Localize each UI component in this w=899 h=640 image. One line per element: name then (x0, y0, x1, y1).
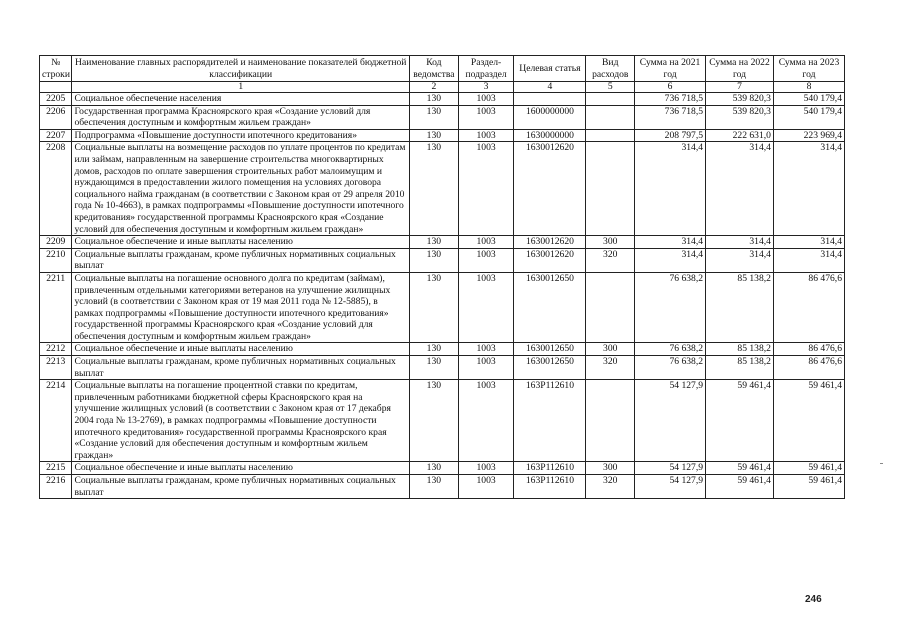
department-code: 130 (410, 93, 459, 106)
target-item: 1630012620 (514, 236, 586, 249)
row-number: 2208 (40, 142, 72, 236)
sum-2022: 85 138,2 (706, 272, 774, 343)
department-code: 130 (410, 380, 459, 462)
col-number-0 (40, 82, 72, 93)
row-number: 2207 (40, 129, 72, 142)
sum-2023: 59 461,4 (773, 380, 844, 462)
sum-2021: 208 797,5 (635, 129, 706, 142)
row-name: Социальные выплаты на погашение процентной ставки по кредитам, привлеченным работниками бюджетной сферы Красноярского края на улучшение жилищных условий (в соответствии с Законом края от 17 декабря 2004 года № 13-2769), в рамках подпрограммы «Повышение доступности ипотечного кредитования» государственной программы Красноярского края «Создание условий для обеспечения доступным и комфортным жильем граждан» (72, 380, 410, 462)
section-code: 1003 (458, 236, 514, 249)
table-row (40, 475, 845, 499)
department-code: 130 (410, 356, 459, 380)
target-item: 1630000000 (514, 129, 586, 142)
sum-2021: 54 127,9 (635, 462, 706, 475)
sum-2021: 314,4 (635, 142, 706, 236)
expense-type: 300 (586, 462, 635, 475)
section-code: 1003 (458, 105, 514, 129)
column-number-row (40, 82, 845, 93)
row-number: 2214 (40, 380, 72, 462)
col-header-sum-2022: Сумма на 2022 год (706, 56, 774, 82)
budget-table (39, 55, 845, 499)
header-row (40, 56, 845, 82)
col-header-expense-type: Вид расходов (586, 56, 635, 82)
section-code: 1003 (458, 272, 514, 343)
sum-2023: 86 476,6 (773, 343, 844, 356)
expense-type (586, 105, 635, 129)
expense-type: 320 (586, 475, 635, 499)
row-name: Социальное обеспечение и иные выплаты населению (72, 236, 410, 249)
sum-2021: 54 127,9 (635, 475, 706, 499)
target-item (514, 93, 586, 106)
section-code: 1003 (458, 475, 514, 499)
col-number-3: 3 (458, 82, 514, 93)
table-row (40, 462, 845, 475)
col-number-2: 2 (410, 82, 459, 93)
table-row (40, 248, 845, 272)
col-header-target-item: Целевая статья (514, 56, 586, 82)
sum-2023: 540 179,4 (773, 105, 844, 129)
sum-2022: 314,4 (706, 248, 774, 272)
sum-2021: 76 638,2 (635, 272, 706, 343)
sum-2021: 736 718,5 (635, 93, 706, 106)
col-number-8: 8 (773, 82, 844, 93)
section-code: 1003 (458, 93, 514, 106)
row-name: Социальное обеспечение и иные выплаты населению (72, 462, 410, 475)
table-row (40, 105, 845, 129)
target-item: 1630012620 (514, 248, 586, 272)
target-item: 1630012620 (514, 142, 586, 236)
sum-2021: 736 718,5 (635, 105, 706, 129)
row-number: 2209 (40, 236, 72, 249)
col-number-5: 5 (586, 82, 635, 93)
sum-2022: 539 820,3 (706, 105, 774, 129)
row-name: Государственная программа Красноярского края «Создание условий для обеспечения доступным и комфортным жильем граждан» (72, 105, 410, 129)
sum-2021: 76 638,2 (635, 343, 706, 356)
sum-2023: 314,4 (773, 142, 844, 236)
col-header-name: Наименование главных распорядителей и наименование показателей бюджетной классификации (72, 56, 410, 82)
table-row (40, 236, 845, 249)
sum-2022: 85 138,2 (706, 356, 774, 380)
page-number: 246 (805, 594, 822, 605)
col-header-department-code: Код ведомства (410, 56, 459, 82)
row-number: 2212 (40, 343, 72, 356)
sum-2021: 76 638,2 (635, 356, 706, 380)
row-number: 2210 (40, 248, 72, 272)
col-number-4: 4 (514, 82, 586, 93)
row-name: Социальные выплаты на возмещение расходов по уплате процентов по кредитам или займам, направленным на завершение строительства многоквартирных домов, расходов по оплате завершения строительных работ малоимущим и нуждающимся в предоставлении жилого помещения на условиях договора социального найма гражданам (в соответствии с Законом края от 29 апреля 2010 года № 10-4663), в рамках подпрограммы «Повышение доступности ипотечного кредитования» государственной программы Красноярского края «Создание условий для обеспечения доступным и комфортным жильем граждан» (72, 142, 410, 236)
target-item: 163P112610 (514, 462, 586, 475)
target-item: 163P112610 (514, 380, 586, 462)
sum-2023: 59 461,4 (773, 462, 844, 475)
row-name: Социальное обеспечение населения (72, 93, 410, 106)
expense-type: 300 (586, 236, 635, 249)
section-code: 1003 (458, 462, 514, 475)
row-number: 2205 (40, 93, 72, 106)
table-row (40, 356, 845, 380)
section-code: 1003 (458, 343, 514, 356)
table-row (40, 343, 845, 356)
col-number-1: 1 (72, 82, 410, 93)
department-code: 130 (410, 142, 459, 236)
expense-type: 320 (586, 248, 635, 272)
row-number: 2206 (40, 105, 72, 129)
sum-2021: 314,4 (635, 236, 706, 249)
table-row (40, 272, 845, 343)
sum-2023: 59 461,4 (773, 475, 844, 499)
department-code: 130 (410, 236, 459, 249)
sum-2022: 85 138,2 (706, 343, 774, 356)
sum-2023: 223 969,4 (773, 129, 844, 142)
col-header-sum-2021: Сумма на 2021 год (635, 56, 706, 82)
expense-type (586, 272, 635, 343)
expense-type (586, 142, 635, 236)
department-code: 130 (410, 248, 459, 272)
col-header-row-number: № строки (40, 56, 72, 82)
sum-2023: 314,4 (773, 248, 844, 272)
sum-2023: 314,4 (773, 236, 844, 249)
target-item: 1630012650 (514, 272, 586, 343)
col-header-section: Раздел-подраздел (458, 56, 514, 82)
expense-type (586, 93, 635, 106)
target-item: 163P112610 (514, 475, 586, 499)
sum-2022: 59 461,4 (706, 475, 774, 499)
expense-type (586, 129, 635, 142)
department-code: 130 (410, 129, 459, 142)
row-number: 2213 (40, 356, 72, 380)
expense-type: 300 (586, 343, 635, 356)
sum-2022: 539 820,3 (706, 93, 774, 106)
department-code: 130 (410, 105, 459, 129)
table-row (40, 93, 845, 106)
sum-2022: 222 631,0 (706, 129, 774, 142)
section-code: 1003 (458, 248, 514, 272)
row-name: Социальное обеспечение и иные выплаты населению (72, 343, 410, 356)
department-code: 130 (410, 462, 459, 475)
row-name: Подпрограмма «Повышение доступности ипотечного кредитования» (72, 129, 410, 142)
sum-2022: 59 461,4 (706, 462, 774, 475)
row-name: Социальные выплаты гражданам, кроме публичных нормативных социальных выплат (72, 356, 410, 380)
target-item: 1630012650 (514, 343, 586, 356)
table-row (40, 380, 845, 462)
department-code: 130 (410, 343, 459, 356)
scan-speck (880, 463, 883, 464)
table-row (40, 129, 845, 142)
department-code: 130 (410, 475, 459, 499)
sum-2023: 540 179,4 (773, 93, 844, 106)
row-number: 2215 (40, 462, 72, 475)
section-code: 1003 (458, 129, 514, 142)
col-header-sum-2023: Сумма на 2023 год (773, 56, 844, 82)
department-code: 130 (410, 272, 459, 343)
table-row (40, 142, 845, 236)
sum-2023: 86 476,6 (773, 272, 844, 343)
expense-type: 320 (586, 356, 635, 380)
sum-2022: 59 461,4 (706, 380, 774, 462)
section-code: 1003 (458, 380, 514, 462)
col-number-7: 7 (706, 82, 774, 93)
sum-2021: 54 127,9 (635, 380, 706, 462)
table-header (40, 56, 845, 93)
col-number-6: 6 (635, 82, 706, 93)
row-name: Социальные выплаты гражданам, кроме публичных нормативных социальных выплат (72, 248, 410, 272)
row-name: Социальные выплаты на погашение основного долга по кредитам (займам), привлеченным отдельными категориями ветеранов на улучшение жилищных условий (в соответствии с Законом края от 19 мая 2011 года № 12-5885), в рамках подпрограммы «Повышение доступности ипотечного кредитования» государственной программы Красноярского края «Создание условий для обеспечения доступным и комфортным жильем граждан» (72, 272, 410, 343)
sum-2021: 314,4 (635, 248, 706, 272)
target-item: 1600000000 (514, 105, 586, 129)
section-code: 1003 (458, 142, 514, 236)
section-code: 1003 (458, 356, 514, 380)
sum-2023: 86 476,6 (773, 356, 844, 380)
row-name: Социальные выплаты гражданам, кроме публичных нормативных социальных выплат (72, 475, 410, 499)
expense-type (586, 380, 635, 462)
sum-2022: 314,4 (706, 142, 774, 236)
row-number: 2211 (40, 272, 72, 343)
table-body (40, 93, 845, 499)
row-number: 2216 (40, 475, 72, 499)
target-item: 1630012650 (514, 356, 586, 380)
sum-2022: 314,4 (706, 236, 774, 249)
